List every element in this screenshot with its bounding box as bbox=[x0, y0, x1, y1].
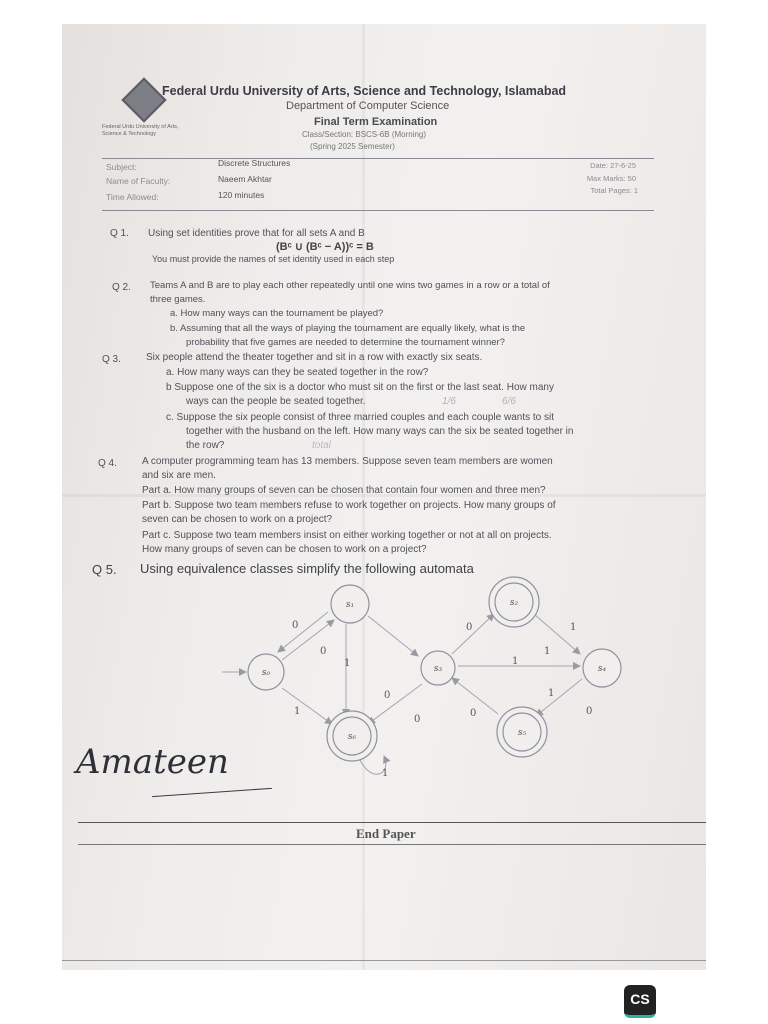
transition-label: 1 bbox=[382, 768, 389, 779]
q4-part-b-line2: seven can be chosen to work on a project? bbox=[142, 514, 333, 525]
q3-line1: Six people attend the theater together and sit in a row with exactly six seats. bbox=[146, 352, 483, 363]
transition-label: 1 bbox=[544, 646, 551, 657]
time-label: Time Allowed: bbox=[106, 192, 159, 202]
q3-number: Q 3. bbox=[102, 354, 121, 365]
q1-formula: (Bᶜ ∪ (Bᶜ − A))ᶜ = B bbox=[276, 241, 374, 253]
handwritten-note: total bbox=[312, 440, 331, 451]
q1-text: Using set identities prove that for all sets A and B bbox=[148, 228, 365, 239]
q2-part-b-line2: probability that five games are needed to determine the tournament winner? bbox=[186, 337, 505, 348]
department-name: Department of Computer Science bbox=[286, 100, 450, 112]
q3-part-c-line3: the row? bbox=[186, 440, 225, 451]
q2-line1: Teams A and B are to play each other repeatedly until one wins two games in a row or a total of bbox=[150, 280, 550, 291]
q3-part-a: a. How many ways can they be seated together in the row? bbox=[166, 367, 429, 378]
footer-line bbox=[62, 960, 706, 961]
transition-label: 1 bbox=[344, 658, 351, 669]
q2-part-a: a. How many ways can the tournament be played? bbox=[170, 308, 384, 319]
transition-label: 0 bbox=[320, 646, 327, 657]
transition-label: 1 bbox=[548, 688, 555, 699]
state-label: s₆ bbox=[347, 732, 357, 742]
exam-paper bbox=[62, 24, 706, 970]
transition-label: 1 bbox=[512, 656, 519, 667]
end-divider bbox=[78, 822, 706, 823]
max-marks: Max Marks: 50 bbox=[586, 174, 636, 183]
state-label: s₅ bbox=[517, 728, 527, 738]
exam-date: Date: 27-6-25 bbox=[590, 161, 636, 170]
state-label: s₂ bbox=[509, 598, 519, 608]
q3-part-b-line2: ways can the people be seated together. bbox=[186, 396, 366, 407]
transition-label: 0 bbox=[586, 706, 593, 717]
q1-note: You must provide the names of set identity used in each step bbox=[152, 254, 395, 264]
camscanner-badge: CS bbox=[624, 985, 656, 1018]
university-name: Federal Urdu University of Arts, Science and Technology, Islamabad bbox=[162, 84, 567, 98]
q3-part-c-line2: together with the husband on the left. How many ways can the six be seated together in bbox=[186, 426, 574, 437]
handwritten-note: 6/6 bbox=[502, 396, 516, 407]
transition-label: 0 bbox=[470, 708, 477, 719]
transition-label: 0 bbox=[414, 714, 421, 725]
transition-label: 1 bbox=[570, 622, 577, 633]
q4-part-c-line2: How many groups of seven can be chosen to work on a project? bbox=[142, 544, 427, 555]
total-pages: Total Pages: 1 bbox=[590, 186, 638, 195]
end-divider bbox=[78, 844, 706, 845]
semester: (Spring 2025 Semester) bbox=[310, 142, 395, 151]
state-label: s₄ bbox=[597, 664, 607, 674]
signature: Amateen bbox=[76, 742, 229, 782]
q3-part-c-line1: c. Suppose the six people consist of three married couples and each couple wants to sit bbox=[166, 412, 555, 423]
handwritten-note: 1/6 bbox=[442, 396, 456, 407]
subject-label: Subject: bbox=[106, 162, 137, 172]
faculty-value: Naeem Akhtar bbox=[218, 174, 272, 184]
q2-number: Q 2. bbox=[112, 282, 131, 293]
q1-number: Q 1. bbox=[110, 228, 129, 239]
q3-part-b-line1: b Suppose one of the six is a doctor who must sit on the first or the last seat. How many bbox=[166, 382, 554, 393]
faculty-label: Name of Faculty: bbox=[106, 176, 171, 186]
university-name-small: Federal Urdu University of Arts, Science & Technology bbox=[102, 124, 179, 137]
q4-line2: and six are men. bbox=[142, 470, 216, 481]
q4-part-b-line1: Part b. Suppose two team members refuse to work together on projects. How many groups of bbox=[142, 500, 556, 511]
time-value: 120 minutes bbox=[218, 190, 265, 200]
q4-line1: A computer programming team has 13 members. Suppose seven team members are women bbox=[142, 456, 553, 467]
q4-part-a: Part a. How many groups of seven can be chosen that contain four women and three men? bbox=[142, 485, 546, 496]
q5-text: Using equivalence classes simplify the following automata bbox=[140, 561, 474, 576]
q4-number: Q 4. bbox=[98, 458, 117, 469]
q2-part-b-line1: b. Assuming that all the ways of playing the tournament are equally likely, what is the bbox=[170, 323, 526, 334]
end-paper-text: End Paper bbox=[356, 826, 416, 841]
exam-title: Final Term Examination bbox=[314, 116, 438, 128]
transition-label: 0 bbox=[384, 690, 391, 701]
transition-label: 1 bbox=[294, 706, 301, 717]
q5-number: Q 5. bbox=[92, 562, 117, 577]
transition-label: 0 bbox=[292, 620, 299, 631]
state-label: s₃ bbox=[433, 664, 443, 674]
state-label: s₀ bbox=[261, 668, 271, 678]
transition-label: 0 bbox=[466, 622, 473, 633]
q2-line2: three games. bbox=[150, 294, 206, 305]
subject-value: Discrete Structures bbox=[218, 158, 291, 168]
class-section: Class/Section: BSCS-6B (Morning) bbox=[302, 130, 427, 139]
state-label: s₁ bbox=[345, 600, 355, 610]
q4-part-c-line1: Part c. Suppose two team members insist on either working together or not at all on projects. bbox=[142, 530, 552, 541]
